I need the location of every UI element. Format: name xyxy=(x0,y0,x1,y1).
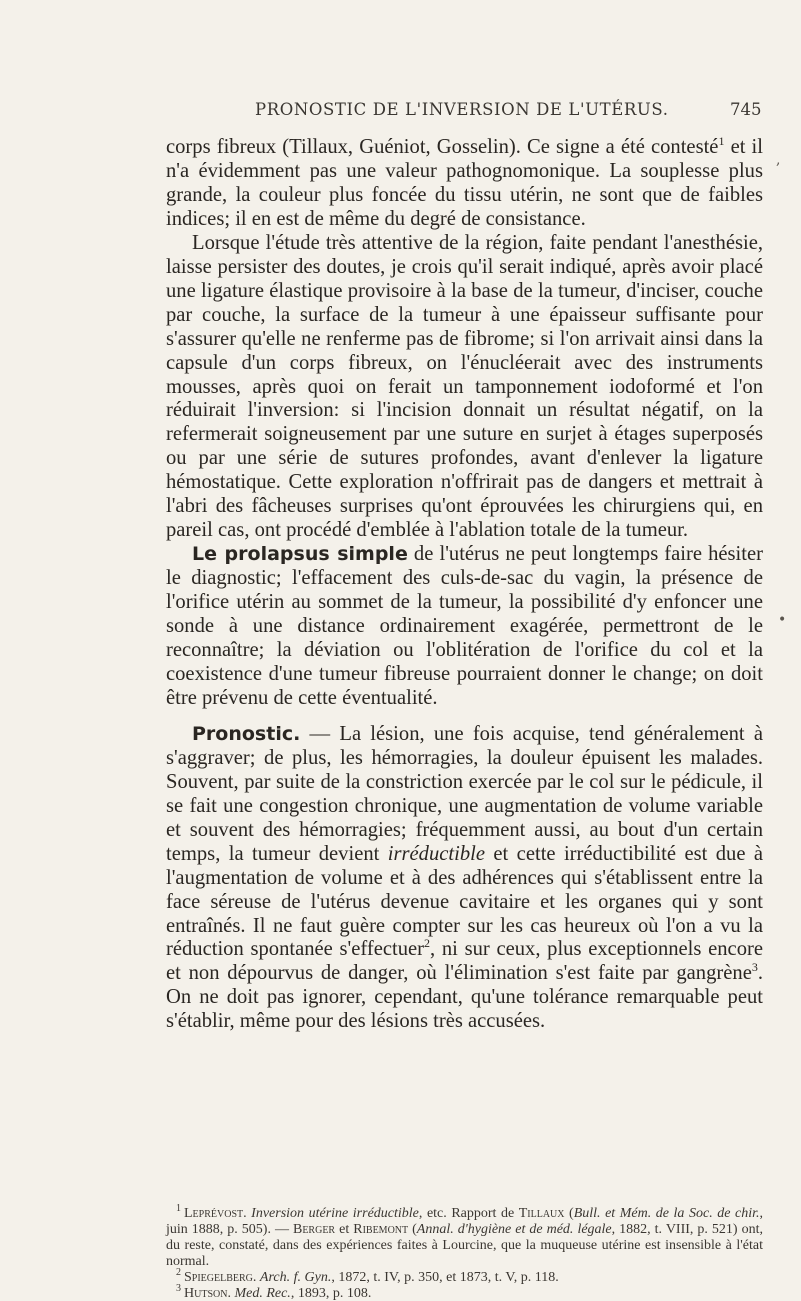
text-run: corps fibreux (Tillaux, Guéniot, Gosselin). Ce signe a été contesté xyxy=(166,136,719,158)
footnote-number: 3 xyxy=(176,1282,181,1294)
footnote-author: Spiegelberg. xyxy=(184,1269,257,1285)
footnote-author: Leprévost. xyxy=(184,1206,247,1221)
footnote-author: Tillaux xyxy=(518,1206,565,1221)
footnote-number: 1 xyxy=(176,1203,181,1215)
text-run: , juin 1888, p. 505). — xyxy=(166,1206,763,1237)
body-text xyxy=(166,136,763,1034)
footnote-ref-3: 3 xyxy=(751,960,758,975)
paragraph-exploration: Lorsque l'étude très attentive de la région, faite pendant l'anesthésie, laisse persister des doutes, je crois qu'il serait indiqué, après avoir placé une ligature élastique provisoire à la base de la tumeur, d'inciser, couche par couche, la surface de la tumeur à une épaisseur suffisante pour s'assurer qu'elle ne renferme pas de fibrome; si l'on arrivait ainsi dans la capsule d'un corps fibreux, on l'énucléerait avec des instruments mousses, après quoi on ferait un tamponnement iodoformé et l'on réduirait l'inversion: si l'incision donnait un résultat négatif, on la refermerait soigneusement par une suture en surjet à étages superposés ou par une série de sutures profondes, avant d'enlever la ligature hémostatique. Cette exploration n'offrirait pas de dangers et mettrait à l'abri des fâcheuses surprises qu'ont éprouvées les chirurgiens qui, en pareil cas, ont procédé d'emblée à l'ablation totale de la tumeur. xyxy=(166,231,763,542)
text-run: , etc. Rapport de xyxy=(418,1206,519,1221)
margin-dot: • xyxy=(778,612,787,628)
footnote-3 xyxy=(166,1282,763,1301)
italic-term: irréductible xyxy=(387,842,486,865)
footnote-ref-2: 2 xyxy=(424,936,431,951)
page-number: 745 xyxy=(730,100,762,119)
margin-mark: , xyxy=(776,152,781,168)
footnote-title: Arch. f. Gyn. xyxy=(259,1269,332,1285)
text-run: , ni sur ceux, plus exceptionnels encore et non dépourvus de danger, où l'élimination s'est faite par gangrène xyxy=(166,938,763,985)
text-run: . On ne doit pas ignorer, cependant, qu'une tolérance remarquable peut s'établir, même pour des lésions très accusées. xyxy=(166,962,763,1033)
text-run: ( xyxy=(408,1221,417,1237)
paragraph-prolapsus xyxy=(166,543,763,711)
text-run: — La lésion, une fois acquise, tend généralement à s'aggraver; de plus, les hémorragies, la douleur épuisent les malades. Souvent, par suite de la constriction exercée par le col sur le pédicule, il se fait une congestion chronique, une augmentation de volume variable et souvent des hémorragies; fréquemment aussi, au bout d'un certain temps, la tumeur devient xyxy=(166,722,763,865)
footnote-author: Ribemont xyxy=(353,1221,409,1237)
text-run: , 1893, p. 108. xyxy=(290,1285,372,1301)
text-run: de l'utérus ne peut longtemps faire hésiter le diagnostic; l'effacement des culs-de-sac du vagin, la présence de l'orifice utérin au sommet de la tumeur, la possibilité d'y enfoncer une sonde à une distance ordinairement exagérée, permettront de le reconnaître; la déviation ou l'oblitération de l'orifice du col et la coexistence d'une tumeur fibreuse pourraient donner le change; on doit être prévenu de cette éventualité. xyxy=(166,543,764,709)
text-run: et xyxy=(335,1221,354,1237)
footnote-1 xyxy=(166,1203,763,1270)
footnote-2 xyxy=(166,1266,763,1286)
paragraph-pronostic xyxy=(166,723,763,1034)
footnote-title: Inversion utérine irréductible xyxy=(251,1206,419,1221)
footnote-ref-1: 1 xyxy=(718,134,725,149)
footnote-title: Med. Rec. xyxy=(234,1285,291,1301)
footnote-author: Hutson. xyxy=(184,1285,231,1301)
term-prolapsus: Le prolapsus simple xyxy=(192,543,408,566)
section-heading-pronostic: Pronostic. xyxy=(192,722,301,745)
text-run: , 1882, t. VIII, p. 521) ont, du reste, constaté, dans des expériences faites à Lourcine, que la muqueuse utérine est insensible à l'état normal. xyxy=(166,1221,763,1269)
running-title: PRONOSTIC DE L'INVERSION DE L'UTÉRUS. xyxy=(255,100,669,119)
paragraph-continuation xyxy=(166,136,763,232)
text-run: ( xyxy=(564,1206,574,1221)
footnotes xyxy=(166,1203,763,1301)
footnote-number: 2 xyxy=(176,1266,181,1278)
footnote-author: Berger xyxy=(292,1221,336,1237)
text-run: et cette irréductibilité est due à l'augmentation de volume et à des adhérences qui s'établissent entre la face séreuse de l'utérus devenue cavitaire et les organes qui y sont entraînés. Il ne faut guère compter sur les cas heureux où l'on a vu la réduction spontanée s'effectuer xyxy=(166,842,764,961)
footnote-title: Annal. d'hygiène et de méd. légale xyxy=(416,1221,612,1237)
text-run: et il n'a évidemment pas une valeur pathognomonique. La souplesse plus grande, la couleur plus foncée du tissu utérin, ne sont que de faibles indices; il en est de même du degré de consistance. xyxy=(166,136,763,230)
text-run: , 1872, t. IV, p. 350, et 1873, t. V, p. 118. xyxy=(331,1269,559,1285)
footnote-title: Bull. et Mém. de la Soc. de chir. xyxy=(573,1206,760,1221)
